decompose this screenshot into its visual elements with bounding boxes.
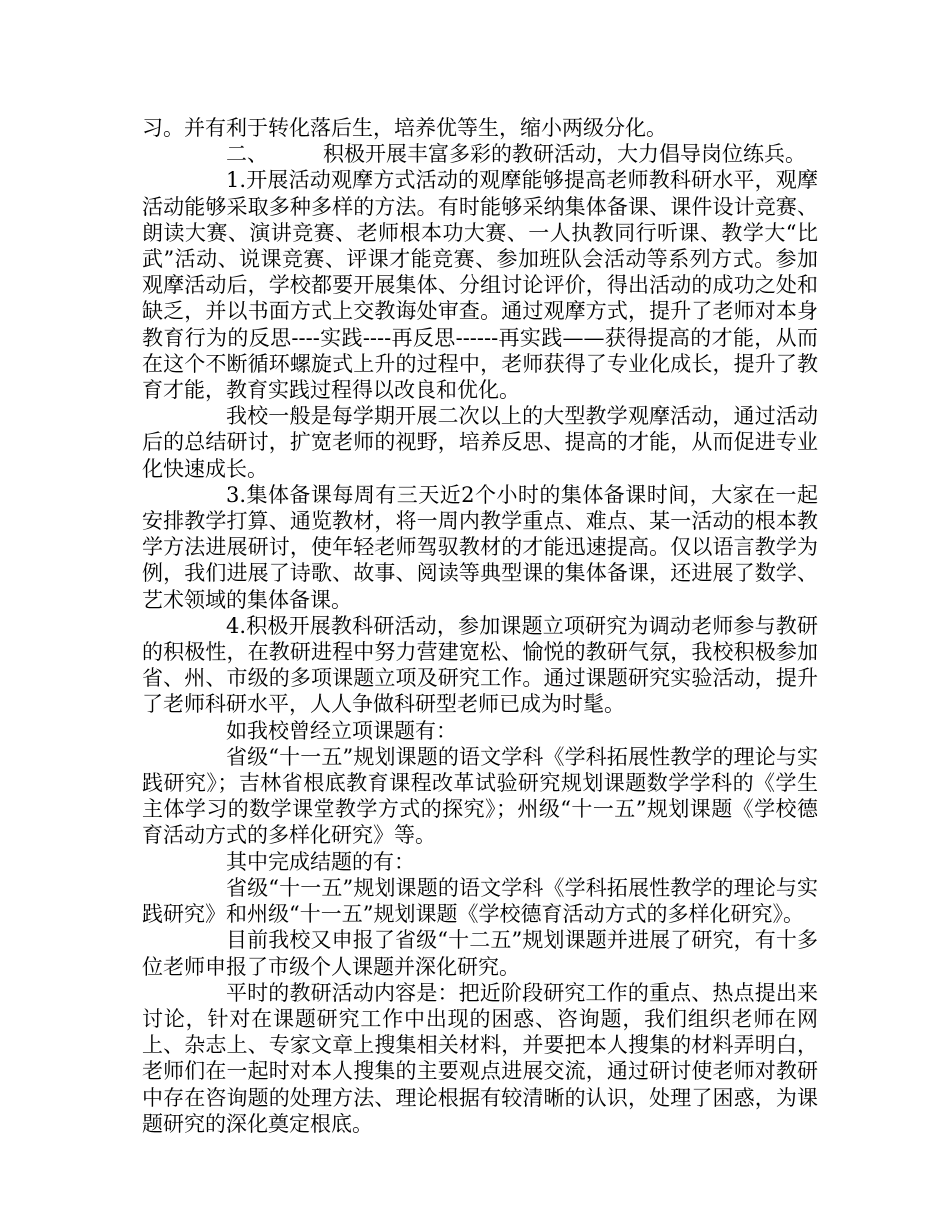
section-number: 二、 [226,142,268,167]
paragraph-continuation: 习。并有利于转化落后生，培养优等生，缩小两级分化。 [142,116,667,140]
section-title: 积极开展丰富多彩的教研活动，大力倡导岗位练兵。 [323,142,806,167]
paragraph-current-projects: 目前我校又申报了省级“十二五”规划课题并进展了研究，有十多位老师申报了市级个人课题并深化研究。 [142,928,818,979]
paragraph-routine-research: 平时的教研活动内容是：把近阶段研究工作的重点、热点提出来讨论，针对在课题研究工作中出现的困惑、咨询题，我们组织老师在网上、杂志上、专家文章上搜集相关材料，并要把本人搜集的材料弄明白，老师们在一起时对本人搜集的主要观点进展交流，通过研讨使老师对教研中存在咨询题的处理方法、理论根据有较清晰的认识，处理了困惑，为课题研究的深化奠定根底。 [142,980,818,1136]
paragraph-observation-activities: 1.开展活动观摩方式活动的观摩能够提高老师教科研水平，观摩活动能够采取多种多样的方法。有时能够采纳集体备课、课件设计竞赛、朗读大赛、演讲竞赛、老师根本功大赛、一人执教同行听课、教学大“比武”活动、说课竞赛、评课才能竞赛、参加班队会活动等系列方式。参加观摩活动后，学校都要开展集体、分组讨论评价，得出活动的成功之处和缺乏，并以书面方式上交教诲处审查。通过观摩方式，提升了老师对本身教育行为的反思----实践----再反思------再实践——获得提高的才能，从而在这个不断循环螺旋式上升的过程中，老师获得了专业化成长，提升了教育才能，教育实践过程得以改良和优化。 [142,168,818,403]
paragraph-projects-list: 省级“十一五”规划课题的语文学科《学科拓展性教学的理论与实践研究》；吉林省根底教育课程改革试验研究规划课题数学学科的《学生主体学习的数学课堂教学方式的探究》；州级“十一五”规划课题《学校德育活动方式的多样化研究》等。 [142,744,818,848]
paragraph-completed-list: 省级“十一五”规划课题的语文学科《学科拓展性教学的理论与实践研究》和州级“十一五”规划课题《学校德育活动方式的多样化研究》。 [142,875,818,927]
section-heading [142,141,818,167]
paragraph-projects-intro: 如我校曾经立项课题有： [226,718,457,743]
paragraph-research-activities: 4.积极开展教科研活动，参加课题立项研究为调动老师参与教研的积极性，在教研进程中努力营建宽松、愉悦的教研气氛，我校积极参加省、州、市级的多项课题立项及研究工作。通过课题研究实验活动，提升了老师科研水平，人人争做科研型老师已成为时髦。 [142,613,818,717]
paragraph-completed-intro: 其中完成结题的有： [226,849,415,874]
paragraph-observation-frequency: 我校一般是每学期开展二次以上的大型教学观摩活动，通过活动后的总结研讨，扩宽老师的视野，培养反思、提高的才能，从而促进专业化快速成长。 [142,404,818,481]
document-page [142,115,818,1137]
paragraph-collective-lesson-prep: 3.集体备课每周有三天近2个小时的集体备课时间，大家在一起安排教学打算、通览教材，将一周内教学重点、难点、某一活动的根本教学方法进展研讨，使年轻老师驾驭教材的才能迅速提高。仅以语言教学为例，我们进展了诗歌、故事、阅读等典型课的集体备课，还进展了数学、艺术领域的集体备课。 [142,482,818,612]
